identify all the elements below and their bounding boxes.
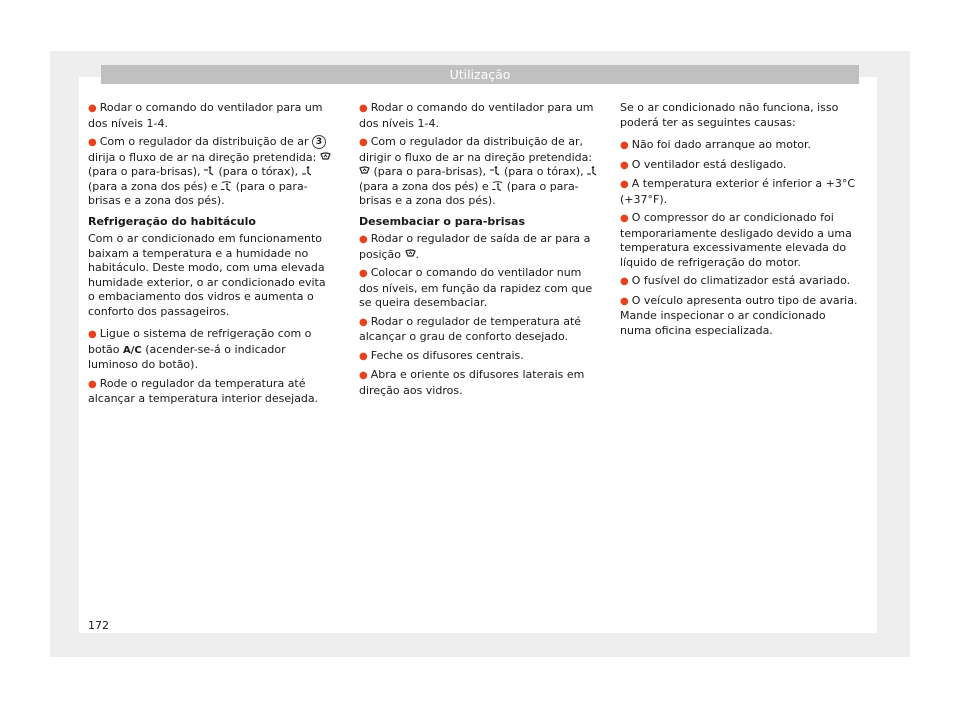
callout-number: 3 <box>312 135 326 149</box>
list-item: ● O veículo apresenta outro tipo de avaria. Mande inspecionar o ar condicionado numa oficina especializada. <box>620 293 858 337</box>
bullet-icon: ● <box>359 316 368 328</box>
bullet-icon: ● <box>88 137 97 148</box>
list-item: ● O ventilador está desligado. <box>620 157 787 171</box>
list-item: ● Rodar o regulador de temperatura até alcançar o grau de conforto desejado. <box>359 314 582 343</box>
section-heading: Desembaciar o para-brisas <box>359 214 526 228</box>
chest-vent-icon <box>490 166 501 176</box>
list-item: ● Rodar o comando do ventilador para um dos níveis 1-4. <box>88 101 323 130</box>
list-item: ● Rodar o regulador de saída de ar para a posição . <box>359 232 591 261</box>
column-3 <box>620 101 860 342</box>
bullet-icon: ● <box>359 350 368 362</box>
list-item: ● Rodar o comando do ventilador para um dos níveis 1-4. <box>359 101 594 130</box>
column-2 <box>359 101 604 402</box>
windshield-feet-icon <box>492 181 503 191</box>
list-item: ● A temperatura exterior é inferior a +3°C (+37°F). <box>620 177 855 206</box>
bullet-icon: ● <box>620 276 629 287</box>
paragraph: Com o ar condicionado em funcionamento baixam a temperatura e a humidade no habitáculo. Deste modo, com uma elevada humidade exterior, o ar condicionado evita o embaciamento dos vidros e aumenta o conforto dos passageiros. <box>88 232 326 318</box>
list-item: ● Rode o regulador da temperatura até alcançar a temperatura interior desejada. <box>88 376 319 405</box>
section-header: Utilização <box>101 65 859 84</box>
bullet-icon: ● <box>620 179 629 190</box>
list-item: ● Feche os difusores centrais. <box>359 348 524 362</box>
bullet-icon: ● <box>359 268 368 279</box>
list-item: ● Com o regulador da distribuição de ar 3 dirija o fluxo de ar na direção pretendida: (para o para-brisas), (para o tórax), (para a zona dos pés) e (para o para-brisas e a zona dos pés). <box>88 135 333 209</box>
feet-vent-icon <box>302 166 313 176</box>
list-item: ● Abra e oriente os difusores laterais em direção aos vidros. <box>359 368 585 397</box>
bullet-icon: ● <box>620 140 629 151</box>
bullet-icon: ● <box>359 370 368 381</box>
bullet-icon: ● <box>359 234 368 245</box>
chest-vent-icon <box>204 166 215 176</box>
list-item: ● Colocar o comando do ventilador num dos níveis, em função da rapidez com que se queira desembaciar. <box>359 266 593 309</box>
bullet-icon: ● <box>359 137 368 148</box>
bullet-icon: ● <box>359 103 368 114</box>
windshield-icon <box>359 166 370 176</box>
paragraph: Se o ar condicionado não funciona, isso poderá ter as seguintes causas: <box>620 101 839 129</box>
windshield-icon <box>320 152 331 162</box>
list-item: ● Com o regulador da distribuição de ar, dirigir o fluxo de ar na direção pretendida: (para o para-brisas), (para o tórax), (para a zona dos pés) e (para o para-brisas e a zona dos pés). <box>359 135 604 209</box>
bullet-icon: ● <box>620 295 629 307</box>
list-item: ● Ligue o sistema de refrigeração com o botão A/C (acender-se-á o indicador luminoso do botão). <box>88 327 312 371</box>
windshield-feet-icon <box>221 181 232 191</box>
bullet-icon: ● <box>620 159 629 171</box>
list-item: ● O compressor do ar condicionado foi temporariamente desligado devido a uma temperatura excessivamente elevada do líquido de refrigeração do motor. <box>620 211 852 269</box>
feet-vent-icon <box>587 166 598 176</box>
bullet-icon: ● <box>88 329 97 340</box>
column-1 <box>88 101 333 411</box>
list-item: ● Não foi dado arranque ao motor. <box>620 138 812 151</box>
windshield-icon <box>405 249 416 259</box>
ac-button-symbol: A/C <box>123 344 142 356</box>
page-number: 172 <box>88 619 109 632</box>
bullet-icon: ● <box>88 378 97 390</box>
bullet-icon: ● <box>620 213 629 224</box>
section-heading: Refrigeração do habitáculo <box>88 214 256 228</box>
list-item: ● O fusível do climatizador está avariado. <box>620 274 851 287</box>
bullet-icon: ● <box>88 103 97 114</box>
